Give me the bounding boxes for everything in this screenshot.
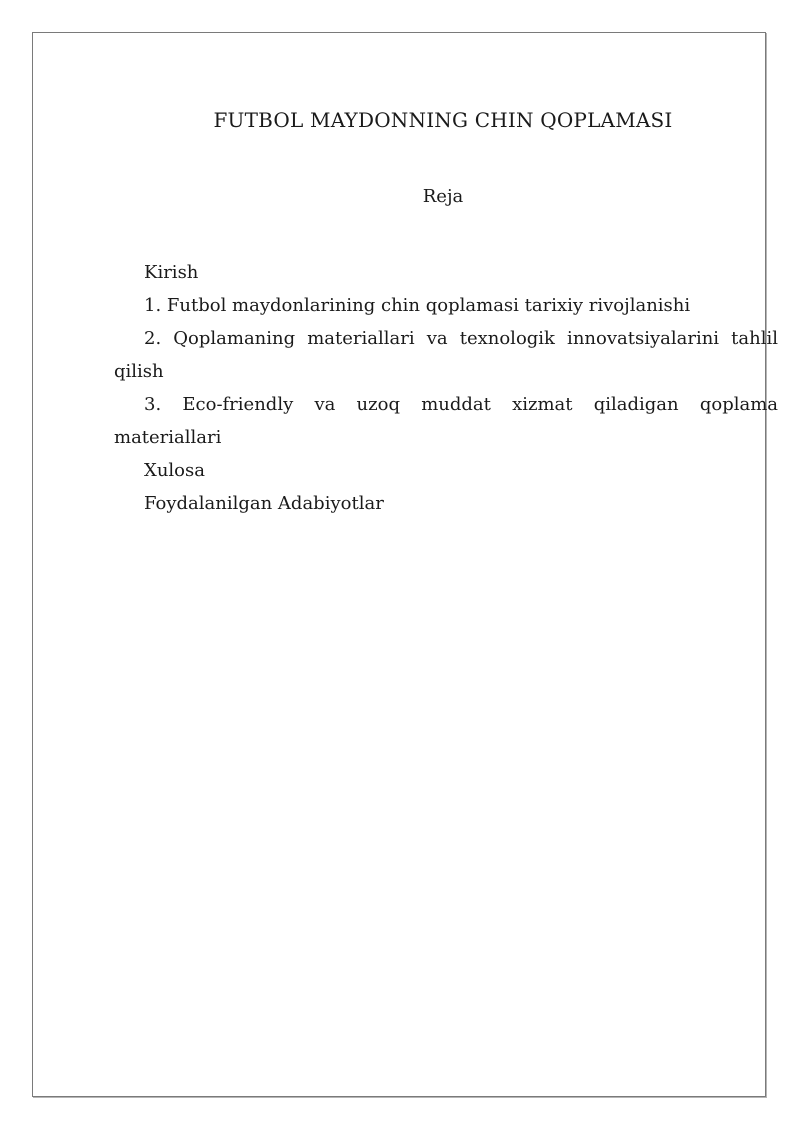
document-title: FUTBOL MAYDONNING CHIN QOPLAMASI (213, 108, 673, 132)
plan-heading: Reja (422, 186, 464, 207)
plan-item-1: 1. Futbol maydonlarining chin qoplamasi tarixiy rivojlanishi (144, 295, 691, 316)
plan-item-conclusion: Xulosa (144, 460, 205, 481)
plan-item-3: 3. Eco-friendly va uzoq muddat xizmat qiladigan qoplama materiallari (114, 394, 778, 448)
plan-item-2: 2. Qoplamaning materiallari va texnologik innovatsiyalarini tahlil qilish (114, 328, 778, 382)
plan-list (114, 256, 778, 520)
plan-item-references: Foydalanilgan Adabiyotlar (144, 493, 384, 514)
plan-item-introduction: Kirish (144, 262, 199, 283)
